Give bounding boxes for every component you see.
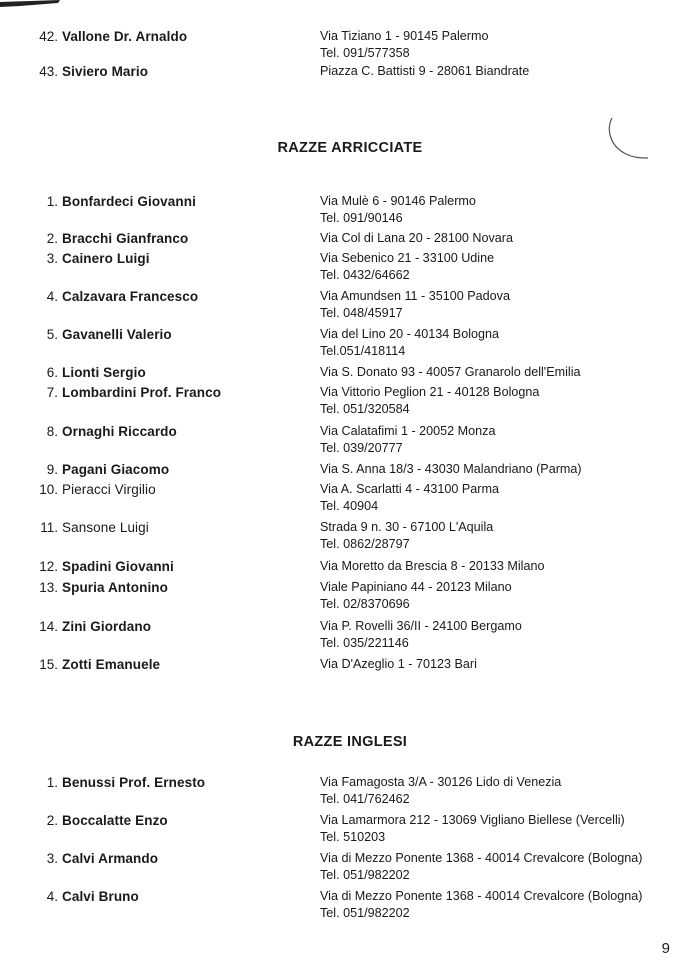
entry-address: Via Tiziano 1 - 90145 Palermo: [320, 29, 489, 43]
page-number: 9: [661, 940, 670, 957]
entry-phone: Tel. 039/20777: [320, 441, 403, 455]
entry-address: Via di Mezzo Ponente 1368 - 40014 Crevalcore (Bologna): [320, 889, 643, 903]
entry-address: Via A. Scarlatti 4 - 43100 Parma: [320, 482, 499, 496]
entry-number: 42.: [39, 29, 58, 44]
entry-name: Lombardini Prof. Franco: [62, 385, 222, 400]
entry-address: Via S. Donato 93 - 40057 Granarolo dell'Emilia: [320, 365, 581, 379]
entry-address: Via Lamarmora 212 - 13069 Vigliano Biellese (Vercelli): [320, 813, 625, 827]
entry-address: Via Calatafimi 1 - 20052 Monza: [320, 424, 496, 438]
entry-name: Pieracci Virgilio: [62, 482, 156, 497]
entry-name: Cainero Luigi: [62, 251, 150, 266]
entry-number: 43.: [39, 64, 58, 79]
entry-address: Strada 9 n. 30 - 67100 L'Aquila: [320, 520, 494, 534]
entry-number: 3.: [46, 851, 58, 866]
entry-number: 2.: [46, 231, 58, 246]
entry-name: Calvi Bruno: [62, 889, 139, 904]
entry-name: Boccalatte Enzo: [62, 813, 168, 828]
entry-name: Sansone Luigi: [62, 520, 149, 535]
entry-phone: Tel. 051/982202: [320, 906, 410, 920]
entry-address: Via D'Azeglio 1 - 70123 Bari: [320, 657, 477, 671]
entry-number: 7.: [46, 385, 58, 400]
entry-address: Via Amundsen 11 - 35100 Padova: [320, 289, 510, 303]
entry-address: Via Sebenico 21 - 33100 Udine: [320, 251, 495, 265]
entry-name: Calzavara Francesco: [62, 289, 199, 304]
entry-address: Via S. Anna 18/3 - 43030 Malandriano (Parma): [320, 462, 582, 476]
entry-name: Ornaghi Riccardo: [62, 424, 177, 439]
entry-name: Calvi Armando: [62, 851, 159, 866]
entry-phone: Tel. 091/90146: [320, 211, 403, 225]
entry-phone: Tel. 091/577358: [320, 46, 410, 60]
entry-number: 2.: [46, 813, 58, 828]
entry-name: Pagani Giacomo: [62, 462, 170, 477]
entry-address: Via Mulè 6 - 90146 Palermo: [320, 194, 476, 208]
entry-number: 6.: [46, 365, 58, 380]
entry-number: 10.: [39, 482, 58, 497]
entry-phone: Tel. 041/762462: [320, 792, 410, 806]
entry-number: 9.: [46, 462, 58, 477]
section-title: RAZZE INGLESI: [292, 734, 408, 750]
entry-name: Benussi Prof. Ernesto: [62, 775, 206, 790]
entry-name: Zotti Emanuele: [62, 657, 161, 672]
entry-name: Gavanelli Valerio: [62, 327, 172, 342]
entry-name: Lionti Sergio: [62, 365, 146, 380]
entry-address: Piazza C. Battisti 9 - 28061 Biandrate: [320, 64, 530, 78]
entry-address: Via Famagosta 3/A - 30126 Lido di Venezia: [320, 775, 562, 789]
entry-number: 15.: [39, 657, 58, 672]
entry-number: 8.: [46, 424, 58, 439]
entry-number: 3.: [46, 251, 58, 266]
entry-name: Vallone Dr. Arnaldo: [62, 29, 188, 44]
entry-name: Bonfardeci Giovanni: [62, 194, 196, 209]
entry-number: 13.: [39, 580, 58, 595]
entry-address: Via Col di Lana 20 - 28100 Novara: [320, 231, 514, 245]
entry-phone: Tel. 510203: [320, 830, 386, 844]
entry-address: Via Vittorio Peglion 21 - 40128 Bologna: [320, 385, 540, 399]
scan-edge-mark: [0, 0, 70, 10]
entry-address: Via Moretto da Brescia 8 - 20133 Milano: [320, 559, 545, 573]
entry-address: Via di Mezzo Ponente 1368 - 40014 Crevalcore (Bologna): [320, 851, 643, 865]
entry-phone: Tel. 0862/28797: [320, 537, 410, 551]
entry-phone: Tel.051/418114: [320, 344, 406, 358]
section-title: RAZZE ARRICCIATE: [277, 140, 423, 156]
entry-number: 4.: [46, 889, 58, 904]
entry-number: 14.: [39, 619, 58, 634]
entry-phone: Tel. 0432/64662: [320, 268, 410, 282]
entry-phone: Tel. 051/320584: [320, 402, 410, 416]
entry-name: Bracchi Gianfranco: [62, 231, 189, 246]
entry-number: 1.: [46, 194, 58, 209]
entry-name: Siviero Mario: [62, 64, 149, 79]
entry-name: Spuria Antonino: [62, 580, 168, 595]
entry-phone: Tel. 048/45917: [320, 306, 403, 320]
entry-number: 4.: [46, 289, 58, 304]
entry-phone: Tel. 051/982202: [320, 868, 410, 882]
entry-number: 5.: [46, 327, 58, 342]
entry-number: 11.: [40, 520, 58, 535]
entry-address: Viale Papiniano 44 - 20123 Milano: [320, 580, 512, 594]
entry-address: Via del Lino 20 - 40134 Bologna: [320, 327, 500, 341]
entry-phone: Tel. 02/8370696: [320, 597, 410, 611]
entry-number: 1.: [46, 775, 58, 790]
entry-name: Zini Giordano: [62, 619, 152, 634]
entry-phone: Tel. 40904: [320, 499, 379, 513]
entry-phone: Tel. 035/221146: [320, 636, 409, 650]
entry-address: Via P. Rovelli 36/II - 24100 Bergamo: [320, 619, 522, 633]
entry-number: 12.: [39, 559, 58, 574]
entry-name: Spadini Giovanni: [62, 559, 174, 574]
